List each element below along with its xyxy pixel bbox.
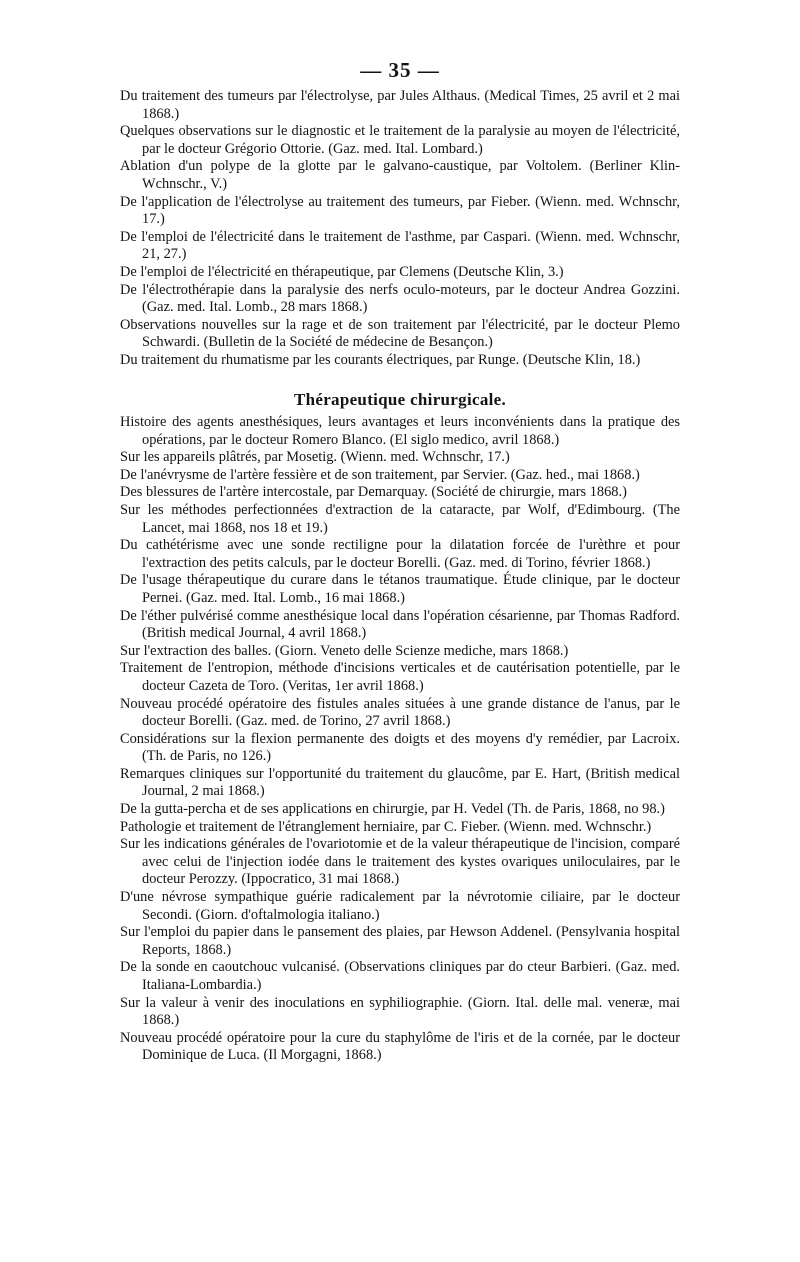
page-number: — 35 —	[360, 58, 440, 82]
bibliography-entry: Considérations sur la flexion permanente des doigts et des moyens d'y remédier, par Lacroix. (Th. de Paris, no 126.)	[120, 730, 680, 765]
electrotherapy-entries	[120, 88, 680, 370]
bibliography-entry: Sur les appareils plâtrés, par Mosetig. (Wienn. med. Wchnschr, 17.)	[120, 449, 510, 466]
bibliography-entry: Sur les indications générales de l'ovariotomie et de la valeur thérapeutique de l'incision, comparé avec celui de l'injection iodée dans le traitement des kystes ovariques uniloculaires, par le docteur Perozzy. (Ippocratico, 31 mai 1868.)	[120, 836, 680, 888]
bibliography-entry: Du traitement du rhumatisme par les courants électriques, par Runge. (Deutsche Klin, 18.)	[120, 351, 641, 368]
bibliography-entry: Pathologie et traitement de l'étranglement herniaire, par C. Fieber. (Wienn. med. Wchnschr.)	[120, 818, 652, 835]
bibliography-entry: Des blessures de l'artère intercostale, par Demarquay. (Société de chirurgie, mars 1868.)	[120, 484, 627, 501]
bibliography-entry: De l'emploi de l'électricité dans le traitement de l'asthme, par Caspari. (Wienn. med. Wchnschr, 21, 27.)	[120, 228, 680, 263]
bibliography-entry: De l'éther pulvérisé comme anesthésique local dans l'opération césarienne, par Thomas Radford. (British medical Journal, 4 avril 1868.)	[120, 607, 680, 642]
bibliography-entry: Sur les méthodes perfectionnées d'extraction de la cataracte, par Wolf, d'Edimbourg. (The Lancet, mai 1868, nos 18 et 19.)	[120, 501, 680, 536]
bibliography-entry: Sur la valeur à venir des inoculations en syphiliographie. (Giorn. Ital. delle mal. veneræ, mai 1868.)	[120, 994, 680, 1029]
bibliography-entry: Remarques cliniques sur l'opportunité du traitement du glaucôme, par E. Hart, (British medical Journal, 2 mai 1868.)	[120, 765, 680, 800]
bibliography-entry: Du cathétérisme avec une sonde rectiligne pour la dilatation forcée de l'urèthre et pour l'extraction des petits calculs, par le docteur Borelli. (Gaz. med. di Torino, février 1868.)	[120, 537, 680, 571]
bibliography-entry: De la gutta-percha et de ses applications en chirurgie, par H. Vedel (Th. de Paris, 1868, no 98.)	[120, 801, 665, 818]
bibliography-entry: De l'électrothérapie dans la paralysie des nerfs oculo-moteurs, par le docteur Andrea Gozzini. (Gaz. med. Ital. Lomb., 28 mars 1868.)	[120, 281, 680, 316]
bibliography-entry: De l'anévrysme de l'artère fessière et de son traitement, par Servier. (Gaz. hed., mai 1868.)	[120, 466, 640, 483]
bibliography-entry: Histoire des agents anesthésiques, leurs avantages et leurs inconvénients dans la pratique des opérations, par le docteur Romero Blanco. (El siglo medico, avril 1868.)	[120, 414, 680, 448]
bibliography-entry: Sur l'emploi du papier dans le pansement des plaies, par Hewson Addenel. (Pensylvania hospital Reports, 1868.)	[120, 924, 680, 958]
surgical-therapeutics-entries	[120, 414, 680, 1065]
bibliography-entry: Du traitement des tumeurs par l'électrolyse, par Jules Althaus. (Medical Times, 25 avril et 2 mai 1868.)	[120, 88, 680, 122]
bibliography-entry: Nouveau procédé opératoire des fistules anales situées à une grande distance de l'anus, par le docteur Borelli. (Gaz. med. de Torino, 27 avril 1868.)	[120, 695, 680, 730]
bibliography-entry: Quelques observations sur le diagnostic et le traitement de la paralysie au moyen de l'électricité, par le docteur Grégorio Ottorie. (Gaz. med. Ital. Lombard.)	[120, 123, 680, 157]
bibliography-entry: Traitement de l'entropion, méthode d'incisions verticales et de cautérisation potentielle, par le docteur Cazeta de Toro. (Veritas, 1er avril 1868.)	[120, 660, 680, 694]
bibliography-entry: D'une névrose sympathique guérie radicalement par la névrotomie ciliaire, par le docteur Secondi. (Giorn. d'oftalmologia italiano.)	[120, 889, 680, 923]
bibliography-entry: Ablation d'un polype de la glotte par le galvano-caustique, par Voltolem. (Berliner Klin-Wchnschr., V.)	[120, 158, 680, 192]
bibliography-entry: De l'application de l'électrolyse au traitement des tumeurs, par Fieber. (Wienn. med. Wchnschr, 17.)	[120, 193, 680, 228]
bibliography-entry: Nouveau procédé opératoire pour la cure du staphylôme de l'iris et de la cornée, par le docteur Dominique de Luca. (Il Morgagni, 1868.)	[120, 1029, 680, 1064]
bibliography-entry: De l'emploi de l'électricité en thérapeutique, par Clemens (Deutsche Klin, 3.)	[120, 263, 564, 280]
bibliography-entry: De la sonde en caoutchouc vulcanisé. (Observations cliniques par do cteur Barbieri. (Gaz. med. Italiana-Lombardia.)	[120, 959, 680, 993]
bibliography-entry: Observations nouvelles sur la rage et de son traitement par l'électricité, par le docteur Plemo Schwardi. (Bulletin de la Société de médecine de Besançon.)	[120, 316, 680, 351]
bibliography-entry: De l'usage thérapeutique du curare dans le tétanos traumatique. Étude clinique, par le docteur Pernei. (Gaz. med. Ital. Lomb., 16 mai 1868.)	[120, 572, 680, 606]
section-heading: Thérapeutique chirurgicale.	[293, 390, 507, 409]
bibliography-entry: Sur l'extraction des balles. (Giorn. Veneto delle Scienze mediche, mars 1868.)	[120, 642, 569, 659]
